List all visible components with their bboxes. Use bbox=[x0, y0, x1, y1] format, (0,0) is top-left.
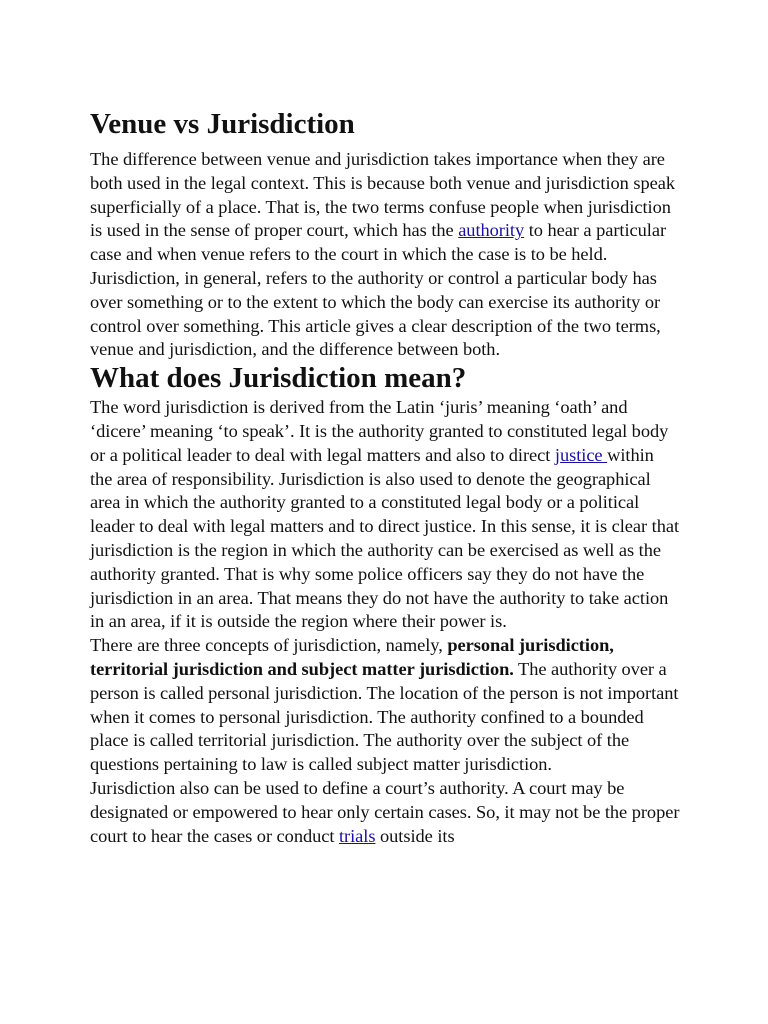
concepts-paragraph bbox=[90, 634, 680, 777]
court-text-1: Jurisdiction also can be used to define a court’s authority. A court may be designated or empowered to hear only certain cases. So, it may not be the proper court to hear the cases or conduct bbox=[90, 777, 680, 846]
definition-paragraph bbox=[90, 396, 680, 634]
concepts-text-2: The authority over a person is called personal jurisdiction. The location of the person is not important when it comes to personal jurisdiction. The authority confined to a bounded place is called territorial jurisdiction. The authority over the subject of the questions pertaining to law is called subject matter jurisdiction. bbox=[90, 658, 679, 775]
definition-text-1: The word jurisdiction is derived from the Latin ‘juris’ meaning ‘oath’ and ‘dicere’ meaning ‘to speak’. It is the authority granted to constituted legal body or a political leader to deal with legal matters and also to direct bbox=[90, 397, 669, 465]
trials-link[interactable]: trials bbox=[338, 825, 376, 846]
concepts-bold-text: personal jurisdiction, territorial jurisdiction and subject matter jurisdiction. bbox=[90, 635, 614, 679]
court-text-2: outside its bbox=[375, 825, 455, 846]
article-title: Venue vs Jurisdiction bbox=[90, 108, 355, 140]
intro-text-1: The difference between venue and jurisdiction takes importance when they are both used in the legal context. This is because both venue and jurisdiction speak superficially of a place. That is, the two terms confuse people when jurisdiction is used in the sense of proper court, which has the bbox=[90, 149, 675, 241]
article bbox=[90, 104, 680, 848]
intro-text-2: to hear a particular case and when venue refers to the court in which the case is to be held. Jurisdiction, in general, refers to the authority or control a particular body has over something or to the extent to which the body can exercise its authority or control over something. This article gives a clear description of the two terms, venue and jurisdiction, and the difference between both. bbox=[90, 220, 667, 360]
justice-link[interactable]: justice bbox=[554, 444, 608, 465]
concepts-text-1: There are three concepts of jurisdiction, namely, bbox=[90, 635, 448, 656]
court-authority-paragraph bbox=[90, 777, 680, 848]
intro-paragraph bbox=[90, 148, 680, 362]
definition-text-2: within the area of responsibility. Jurisdiction is also used to denote the geographical area in which the authority granted to a constituted legal body or a political leader to deal with legal matters and to direct justice. In this sense, it is clear that jurisdiction is the region in which the authority can be exercised as well as the authority granted. That is why some police officers say they do not have the jurisdiction in an area. That means they do not have the authority to take action in an area, if it is outside the region where their power is. bbox=[90, 444, 680, 632]
authority-link[interactable]: authority bbox=[458, 220, 525, 241]
section-heading: What does Jurisdiction mean? bbox=[90, 362, 467, 395]
